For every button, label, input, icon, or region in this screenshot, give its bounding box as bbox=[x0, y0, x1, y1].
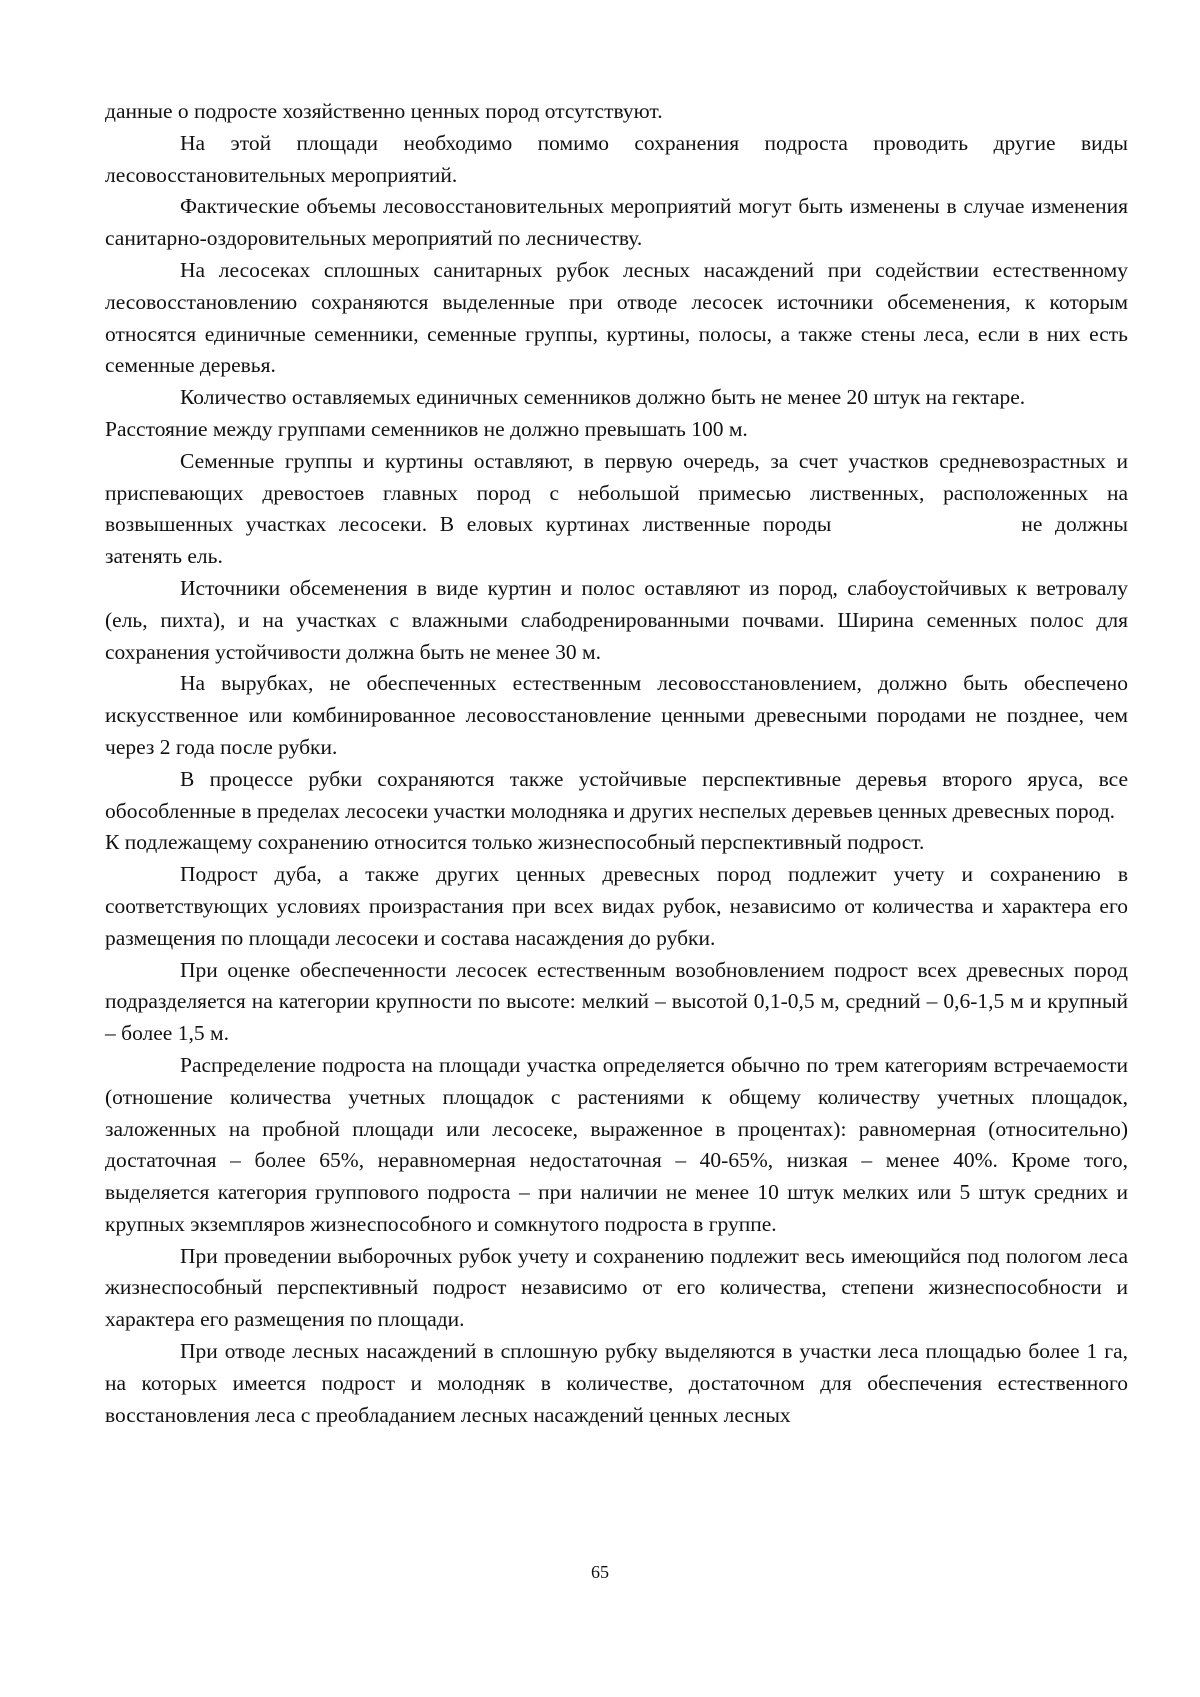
paragraph: При отводе лесных насаждений в сплошную рубку выделяются в участки леса площадью более 1 га, на которых имеется подрост и молодняк в количестве, достаточном для обеспечения естественного восстановления леса с преобладанием лесных насаждений ценных лесных bbox=[105, 1339, 1128, 1427]
paragraph: Количество оставляемых единичных семенников должно быть не менее 20 штук на гектаре. bbox=[180, 385, 1026, 410]
paragraph: На вырубках, не обеспеченных естественным лесовосстановлением, должно быть обеспечено искусственное или комбинированное лесовосстановление ценными древесными породами не позднее, чем через 2 года после рубки. bbox=[105, 671, 1128, 759]
paragraph: Расстояние между группами семенников не должно превышать 100 м. bbox=[105, 416, 748, 441]
paragraph-text: Семенные группы и куртины оставляют, в первую очередь, за счет участков средневозрастных и приспевающих древостоев главных пород с небольшой примесью лиственных, расположенных на возвышенных участках лесосеки. В еловых куртинах лиственные породы bbox=[105, 448, 1128, 537]
paragraph: На лесосеках сплошных санитарных рубок лесных насаждений при содействии естественному лесовосстановлению сохраняются выделенные при отводе лесосек источники обсеменения, к которым относятся единичные семенники, семенные группы, куртины, полосы, а также стены леса, если в них есть семенные деревья. bbox=[105, 257, 1128, 378]
paragraph: К подлежащему сохранению относится только жизнеспособный перспективный подрост. bbox=[105, 830, 925, 855]
paragraph: Распределение подроста на площади участка определяется обычно по трем категориям встречаемости (отношение количества учетных площадок с растениями к общему количеству учетных площадок, заложенных на пробной площади или лесосеке, выраженное в процентах): равномерная (относительно) достаточная – более 65%, неравномерная недостаточная – 40-65%, низкая – менее 40%. Кроме того, выделяется категория группового подроста – при наличии не менее 10 штук мелких или 5 штук средних и крупных экземпляров жизнеспособного и сомкнутого подроста в группе. bbox=[105, 1052, 1128, 1236]
document-page bbox=[105, 96, 1128, 1431]
page-number: 65 bbox=[591, 1562, 609, 1582]
paragraph bbox=[105, 446, 1128, 573]
paragraph: данные о подросте хозяйственно ценных пород отсутствуют. bbox=[105, 99, 663, 123]
paragraph: При проведении выборочных рубок учету и сохранению подлежит весь имеющийся под пологом леса жизнеспособный перспективный подрост независимо от его количества, степени жизнеспособности и характера его размещения по площади. bbox=[105, 1243, 1128, 1332]
paragraph: Подрост дуба, а также других ценных древесных пород подлежит учету и сохранению в соответствующих условиях произрастания при всех видах рубок, независимо от количества и характера его размещения по площади лесосеки и состава насаждения до рубки. bbox=[105, 862, 1128, 950]
paragraph-text: не должны затенять ель. bbox=[105, 512, 1128, 569]
paragraph: На этой площади необходимо помимо сохранения подроста проводить другие виды лесовосстановительных мероприятий. bbox=[105, 130, 1128, 187]
paragraph: При оценке обеспеченности лесосек естественным возобновлением подрост всех древесных пород подразделяется на категории крупности по высоте: мелкий – высотой 0,1-0,5 м, средний – 0,6-1,5 м и крупный – более 1,5 м. bbox=[105, 957, 1128, 1046]
paragraph: Фактические объемы лесовосстановительных мероприятий могут быть изменены в случае изменения санитарно-оздоровительных мероприятий по лесничеству. bbox=[105, 194, 1128, 251]
paragraph: Источники обсеменения в виде куртин и полос оставляют из пород, слабоустойчивых к ветровалу (ель, пихта), и на участках с влажными слабодренированными почвами. Ширина семенных полос для сохранения устойчивости должна быть не менее 30 м. bbox=[105, 575, 1128, 664]
paragraph: В процессе рубки сохраняются также устойчивые перспективные деревья второго яруса, все обособленные в пределах лесосеки участки молодняка и других неспелых деревьев ценных древесных пород. bbox=[105, 766, 1128, 823]
